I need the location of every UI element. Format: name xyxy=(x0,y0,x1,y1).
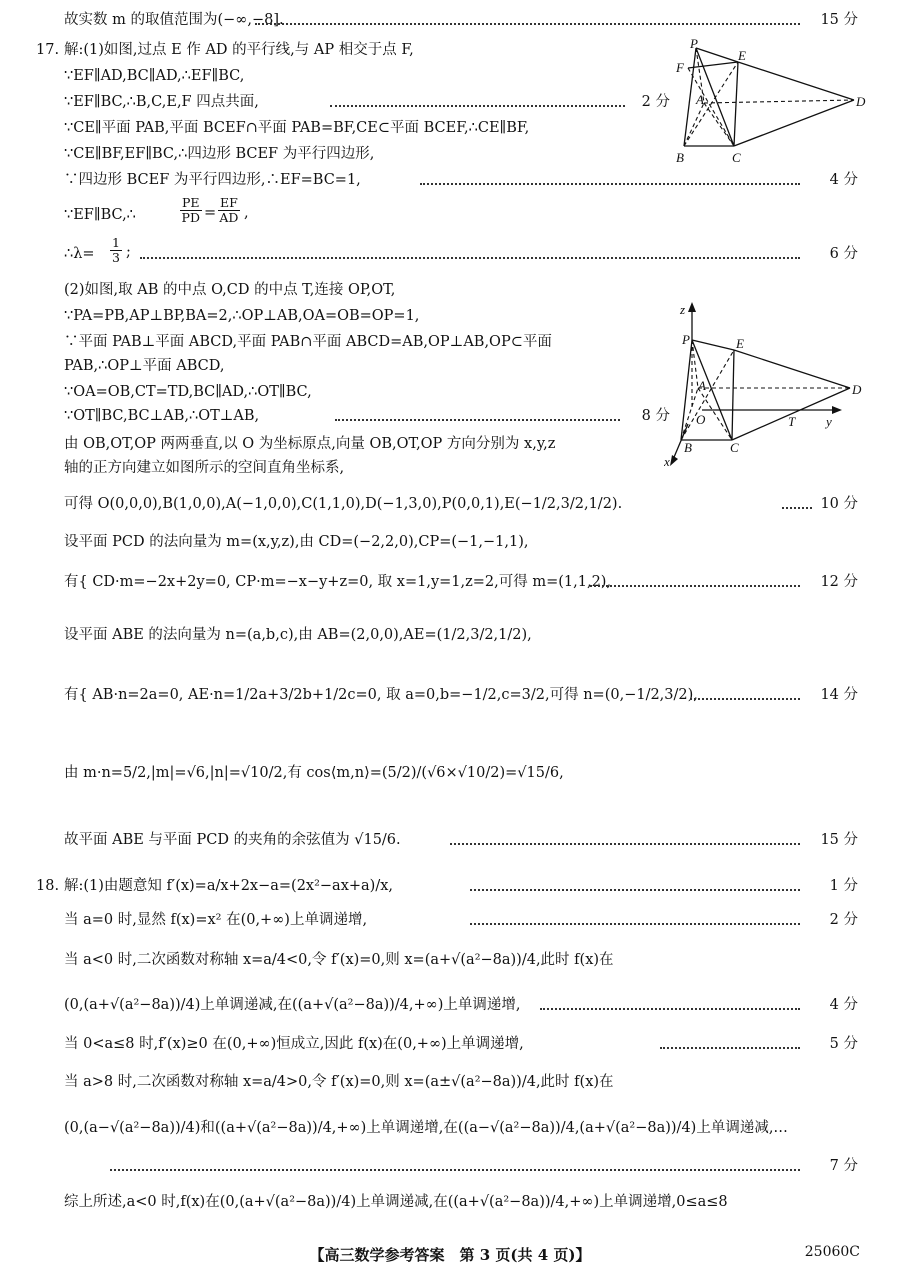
solution-line: 有{ AB·n=2a=0, AE·n=1/2a+3/2b+1/2c=0, 取 a=0,b=−1/2,c=3/2,可得 n=(0,−1/2,3/2), xyxy=(64,687,698,703)
leader-dots xyxy=(470,889,800,891)
solution-line: 可得 O(0,0,0),B(1,0,0),A(−1,0,0),C(1,1,0),D(−1,3,0),P(0,0,1),E(−1/2,3/2,1/2). xyxy=(64,496,623,512)
solution-line: 当 a=0 时,显然 f(x)=x² 在(0,+∞)上单调递增, xyxy=(64,912,368,928)
fraction-pe-pd: $\frac{PE}{PD}$ xyxy=(181,195,200,225)
score-mark: 15 分 xyxy=(820,12,858,28)
score-mark: 14 分 xyxy=(820,687,858,703)
solution-line: 由 m·n=5/2,|m|=√6,|n|=√10/2,有 cos⟨m,n⟩=(5/2)/(√6×√10/2)=√15/6, xyxy=(64,765,564,781)
fig1-label-B: B xyxy=(676,150,684,165)
solution-line: 综上所述,a<0 时,f(x)在(0,(a+√(a²−8a))/4)上单调递减,在((a+√(a²−8a))/4,+∞)上单调递增,0≤a≤8 xyxy=(64,1194,728,1210)
leader-dots xyxy=(110,1169,800,1171)
solution-line: ∵EF∥AD,BC∥AD,∴EF∥BC, xyxy=(64,68,245,84)
leader-dots xyxy=(470,923,800,925)
score-mark: 1 分 xyxy=(829,878,858,894)
score-mark: 6 分 xyxy=(829,246,858,262)
equals-sign: = xyxy=(204,205,217,221)
figure-1-pyramid xyxy=(668,38,868,168)
score-mark: 4 分 xyxy=(829,997,858,1013)
solution-line: 当 0<a≤8 时,f′(x)≥0 在(0,+∞)恒成立,因此 f(x)在(0,+∞)上单调递增, xyxy=(64,1036,524,1052)
fig2-label-T: T xyxy=(788,414,796,429)
solution-line: 解:(1)如图,过点 E 作 AD 的平行线,与 AP 相交于点 F, xyxy=(64,42,414,58)
solution-line: ∵CE∥BF,EF∥BC,∴四边形 BCEF 为平行四边形, xyxy=(64,146,375,162)
solution-line: ∵PA=PB,AP⊥BP,BA=2,∴OP⊥AB,OA=OB=OP=1, xyxy=(64,308,420,324)
fig2-label-C: C xyxy=(730,440,739,455)
solution-line: ∵EF∥BC,∴ xyxy=(64,207,136,223)
document-code: 25060C xyxy=(804,1244,860,1260)
fig2-label-P: P xyxy=(682,332,690,347)
fig1-label-P: P xyxy=(690,38,698,51)
semicolon: ; xyxy=(126,244,131,260)
score-mark: 4 分 xyxy=(829,172,858,188)
solution-line: 解:(1)由题意知 f′(x)=a/x+2x−a=(2x²−ax+a)/x, xyxy=(64,878,394,894)
fig2-label-E: E xyxy=(736,336,744,351)
comma: , xyxy=(244,205,249,221)
solution-line: ∵OT∥BC,BC⊥AB,∴OT⊥AB, xyxy=(64,408,260,424)
score-mark: 15 分 xyxy=(820,832,858,848)
solution-line: (2)如图,取 AB 的中点 O,CD 的中点 T,连接 OP,OT, xyxy=(64,282,396,298)
fraction-ef-ad: $\frac{EF}{AD}$ xyxy=(219,195,239,225)
score-mark: 2 分 xyxy=(829,912,858,928)
solution-line: ∵CE∥平面 PAB,平面 BCEF∩平面 PAB=BF,CE⊂平面 BCEF,∴CE∥BF, xyxy=(64,120,530,136)
fig1-label-C: C xyxy=(732,150,741,165)
solution-line: 轴的正方向建立如图所示的空间直角坐标系, xyxy=(64,460,345,476)
score-mark: 12 分 xyxy=(820,574,858,590)
solution-line: 当 a<0 时,二次函数对称轴 x=a/4<0,令 f′(x)=0,则 x=(a+√(a²−8a))/4,此时 f(x)在 xyxy=(64,952,614,968)
solution-line: PAB,∴OP⊥平面 ABCD, xyxy=(64,358,225,374)
question-number: 18. xyxy=(36,878,60,894)
solution-line: 故实数 m 的取值范围为(−∞,−8]. xyxy=(64,12,284,28)
solution-line: 设平面 ABE 的法向量为 n=(a,b,c),由 AB=(2,0,0),AE=(1/2,3/2,1/2), xyxy=(64,627,532,643)
page-footer: 【高三数学参考答案 第 3 页(共 4 页)】 xyxy=(309,1246,591,1264)
score-mark: 10 分 xyxy=(820,496,858,512)
fig2-label-B: B xyxy=(684,440,692,455)
fig1-label-F: F xyxy=(676,60,684,75)
solution-line: 有{ CD·m=−2x+2y=0, CP·m=−x−y+z=0, 取 x=1,y=1,z=2,可得 m=(1,1,2), xyxy=(64,574,612,590)
fig1-label-D: D xyxy=(856,94,866,109)
solution-line: 当 a>8 时,二次函数对称轴 x=a/4>0,令 f′(x)=0,则 x=(a±√(a²−8a))/4,此时 f(x)在 xyxy=(64,1074,614,1090)
question-number: 17. xyxy=(36,42,60,58)
leader-dots xyxy=(660,1047,800,1049)
solution-line: ∴λ= xyxy=(64,246,95,262)
solution-line: 故平面 ABE 与平面 PCD 的夹角的余弦值为 √15/6. xyxy=(64,832,401,848)
leader-dots xyxy=(590,585,800,587)
score-mark: 8 分 xyxy=(641,408,670,424)
fig2-label-O: O xyxy=(696,412,706,427)
leader-dots xyxy=(690,698,800,700)
solution-line: (0,(a+√(a²−8a))/4)上单调递减,在((a+√(a²−8a))/4,+∞)上单调递增, xyxy=(64,997,521,1013)
score-mark: 7 分 xyxy=(829,1158,858,1174)
score-mark: 5 分 xyxy=(829,1036,858,1052)
fig2-label-x: x xyxy=(664,454,670,469)
leader-dots xyxy=(140,257,800,259)
leader-dots xyxy=(450,843,800,845)
solution-line: (0,(a−√(a²−8a))/4)和((a+√(a²−8a))/4,+∞)上单调递增,在((a−√(a²−8a))/4,(a+√(a²−8a))/4)上单调递减,… xyxy=(64,1120,788,1136)
fig2-label-D: D xyxy=(852,382,862,397)
solution-line: 设平面 PCD 的法向量为 m=(x,y,z),由 CD=(−2,2,0),CP=(−1,−1,1), xyxy=(64,534,529,550)
leader-dots xyxy=(540,1008,800,1010)
fig2-label-z: z xyxy=(680,302,686,317)
score-mark: 2 分 xyxy=(641,94,670,110)
leader-dots xyxy=(335,419,620,421)
leader-dots xyxy=(330,105,625,107)
leader-dots xyxy=(782,507,812,509)
solution-line: ∵OA=OB,CT=TD,BC∥AD,∴OT∥BC, xyxy=(64,384,312,400)
figure-2-coordinate-system xyxy=(664,298,870,474)
solution-line: ∵平面 PAB⊥平面 ABCD,平面 PAB∩平面 ABCD=AB,OP⊥AB,OP⊂平面 xyxy=(64,334,552,350)
leader-dots xyxy=(420,183,800,185)
fig2-label-y: y xyxy=(826,414,832,429)
solution-line: ∵四边形 BCEF 为平行四边形,∴EF=BC=1, xyxy=(64,172,361,188)
solution-line: ∵EF∥BC,∴B,C,E,F 四点共面, xyxy=(64,94,259,110)
fig1-label-E: E xyxy=(738,48,746,63)
leader-dots xyxy=(255,23,800,25)
fig1-label-A: A xyxy=(696,92,704,107)
fraction-lambda: $\frac{1}{3}$ xyxy=(112,235,120,265)
fig2-label-A: A xyxy=(698,378,706,393)
solution-line: 由 OB,OT,OP 两两垂直,以 O 为坐标原点,向量 OB,OT,OP 方向分别为 x,y,z xyxy=(64,436,556,452)
